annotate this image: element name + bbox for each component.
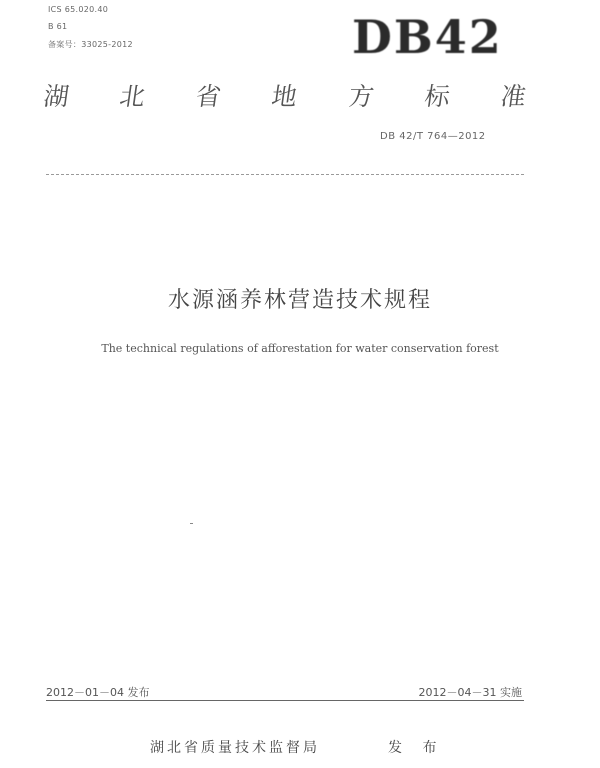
standard-type-char: 地 (270, 82, 300, 111)
scan-speck (190, 523, 193, 524)
footer-divider (46, 700, 524, 701)
record-number: 备案号：33025-2012 (48, 40, 133, 49)
issuing-authority: 湖北省质量技术监督局 (150, 740, 320, 756)
document-title-chinese: 水源涵养林营造技术规程 (167, 288, 432, 313)
publish-date: 2012－01－04 发布 (46, 686, 150, 699)
standard-type-char: 湖 (41, 82, 71, 111)
standard-type-heading (41, 78, 528, 112)
issue-action: 发 布 (388, 740, 445, 756)
standard-type-char: 方 (346, 82, 376, 111)
ics-code: ICS 65.020.40 (48, 5, 109, 14)
document-title-english: The technical regulations of afforestation for water conservation forest (101, 342, 499, 355)
db42-logo: DB42 (352, 10, 503, 64)
standard-type-char: 省 (194, 82, 224, 111)
standard-type-char: 北 (117, 82, 147, 111)
standard-type-char: 准 (498, 82, 528, 111)
standard-type-char: 标 (422, 82, 452, 111)
ccs-code: B 61 (48, 22, 68, 31)
standard-code: DB 42/T 764—2012 (380, 131, 486, 142)
header-divider (46, 174, 524, 175)
implement-date: 2012－04－31 实施 (418, 686, 522, 699)
